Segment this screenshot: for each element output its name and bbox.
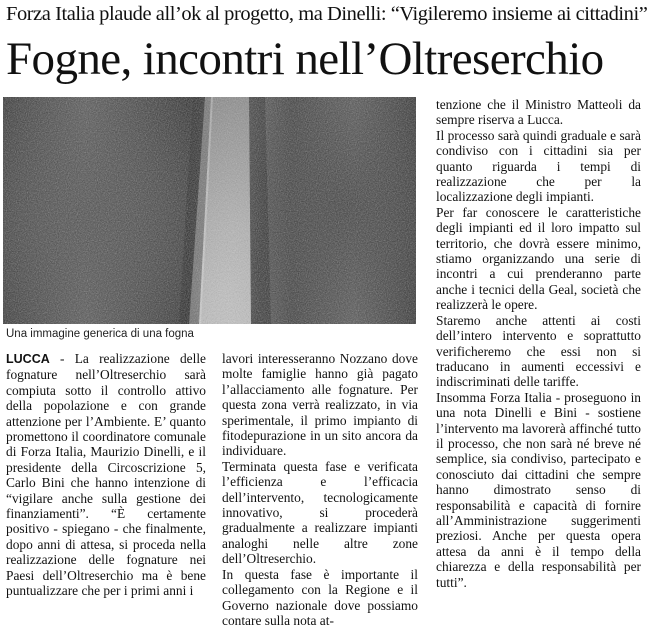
dateline: LUCCA	[6, 352, 50, 366]
article-paragraph: lavori interesseranno Nozzano dove molte famiglie hanno già pagato l’allacciamento alle fognature. Per questa zona verrà realizzato, in via sperimentale, il primo impianto di fitodepurazione in un sito ancora da individuare.	[222, 351, 418, 459]
article-paragraph	[6, 351, 206, 599]
paragraph-text: - La realizzazione delle fognature nell’Oltreserchio sarà compiuta sotto il controllo attivo della popolazione e con grande attenzione per l’Ambiente. E’ quanto promettono il coordinatore comunale di Forza Italia, Maurizio Dinelli, e il presidente della Circoscrizione 5, Carlo Bini che hanno intenzione di “vigilare anche sulla gestione dei finanziamenti”. “È certamente positivo - spiegano - che finalmente, dopo anni di attesa, si proceda nella realizzazione delle fognature nei Paesi dell’Oltreserchio ma è bene puntualizzare che per i primi anni i	[6, 351, 206, 599]
article-column-2	[222, 351, 418, 628]
article-paragraph: Terminata questa fase e verificata l’efficienza e l’efficacia dell’intervento, tecnologicamente innovativo, si procederà gradualmente a realizzare impianti analoghi nelle altre zone dell’Oltreserchio.	[222, 458, 418, 567]
article-paragraph: Il processo sarà quindi graduale e sarà condiviso con i cittadini sia per quanto riguarda i tempi di realizzazione che per la localizzazione degli impianti.	[436, 127, 641, 205]
article-paragraph: Per far conoscere le caratteristiche degli impianti ed il loro impatto sul territorio, che dovrà essere minimo, stiamo organizzando una serie di incontri a cui prenderanno parte anche i tecnici della Geal, società che realizzerà le opere.	[436, 204, 641, 313]
sewer-photo	[3, 97, 416, 324]
article-column-3	[436, 97, 641, 590]
article-paragraph: Staremo anche attenti ai costi dell’intero intervento e soprattutto verificheremo che essi non si traducano in aumenti eccessivi e indiscriminati delle tariffe.	[436, 312, 641, 390]
headline: Fogne, incontri nell’Oltreserchio	[6, 33, 604, 85]
photo-texture	[3, 97, 416, 324]
photo-caption: Una immagine generica di una fogna	[6, 328, 194, 340]
article-paragraph: Insomma Forza Italia - proseguono in una nota Dinelli e Bini - sostiene l’intervento ma lavorerà affinché tutto il processo, che non sarà né breve né semplice, sia condiviso, partecipato e conosciuto dai cittadini che sempre hanno dimostrato senso di responsabilità e capacità di fornire all’Amministrazione suggerimenti preziosi. Anche per questa opera attesa da anni è il tempo della chiarezza e della responsabilità per tutti”.	[436, 389, 641, 590]
kicker-subheadline: Forza Italia plaude all’ok al progetto, ma Dinelli: “Vigileremo insieme ai cittadini”	[6, 3, 648, 25]
article-column-1	[6, 351, 206, 599]
article-paragraph: tenzione che il Ministro Matteoli da sempre riserva a Lucca.	[436, 97, 641, 128]
article-paragraph: In questa fase è importante il collegamento con la Regione e il Governo nazionale dove possiamo contare sulla nota at-	[222, 566, 418, 628]
